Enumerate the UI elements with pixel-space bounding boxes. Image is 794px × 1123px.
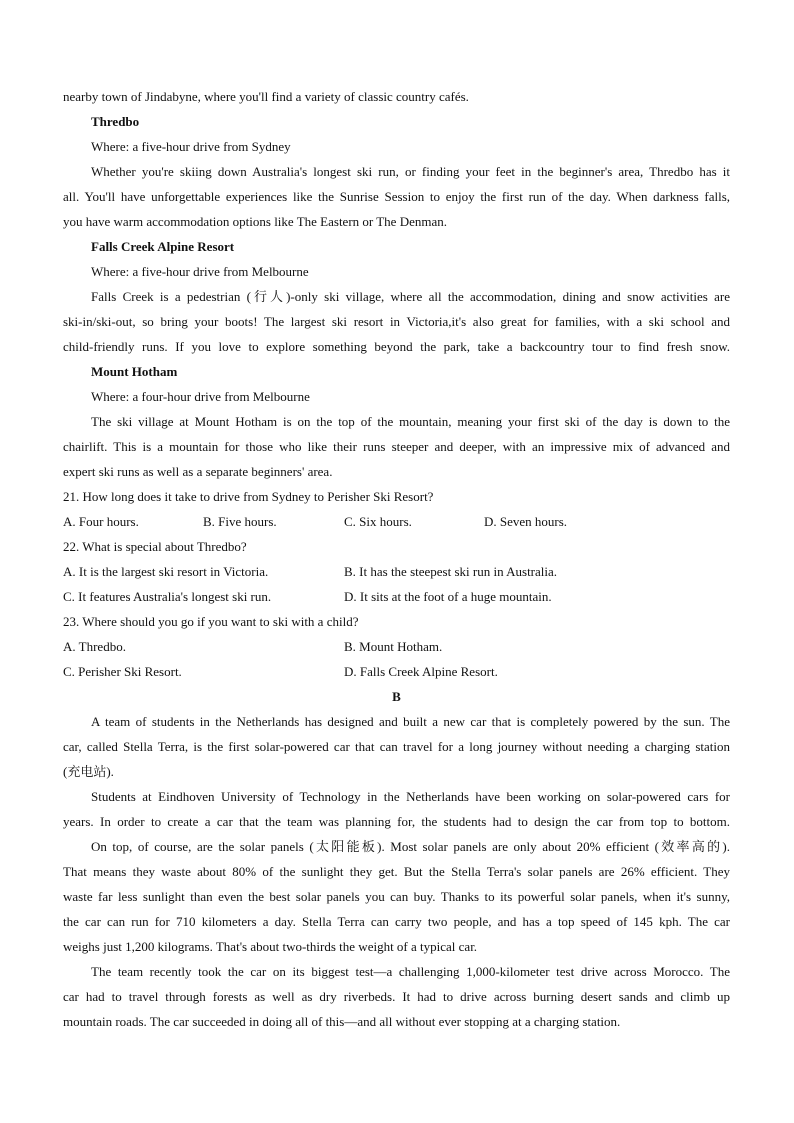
passage-b-line: car, called Stella Terra, is the first solar-powered car that can travel for a long journey without needing a charging station — [63, 739, 730, 754]
passage-b-line: years. In order to create a car that the team was planning for, the students had to design the car from top to bottom. — [63, 814, 730, 829]
mount-hotham-body-line: expert ski runs as well as a separate beginners' area. — [63, 464, 333, 479]
passage-b-line: mountain roads. The car succeeded in doing all of this—and all without ever stopping at a charging station. — [63, 1014, 621, 1029]
thredbo-body-line: all. You'll have unforgettable experiences like the Sunrise Session to enjoy the first run of the day. When darkness falls, — [63, 189, 730, 204]
question-21-option-c: C. Six hours. — [344, 514, 412, 529]
falls-creek-body-line: child-friendly runs. If you love to explore something beyond the park, take a backcountry tour to find fresh snow. — [63, 339, 730, 354]
question-22-option-b: B. It has the steepest ski run in Australia. — [344, 564, 558, 579]
falls-creek-body-line: ski-in/ski-out, so bring your boots! The largest ski resort in Victoria,it's also great for families, with a ski school and — [63, 314, 730, 329]
question-22-option-a: A. It is the largest ski resort in Victoria. — [63, 564, 269, 579]
question-21-option-a: A. Four hours. — [63, 514, 139, 529]
passage-b-line: A team of students in the Netherlands has designed and built a new car that is completely powered by the sun. The — [91, 714, 730, 729]
question-21-option-b: B. Five hours. — [203, 514, 277, 529]
mount-hotham-body-line: chairlift. This is a mountain for those who like their runs steeper and deeper, with an impressive mix of advanced and — [63, 439, 730, 454]
question-23-option-c: C. Perisher Ski Resort. — [63, 664, 182, 679]
falls-creek-where: Where: a five-hour drive from Melbourne — [91, 264, 309, 279]
passage-b-line: On top, of course, are the solar panels (太阳能板). Most solar panels are only about 20% efficient (效率高的). — [91, 839, 730, 854]
passage-b-line: waste far less sunlight than even the best solar panels you can buy. Thanks to its powerful solar panels, when it's sunny, — [63, 889, 730, 904]
question-21-option-d: D. Seven hours. — [484, 514, 568, 529]
mount-hotham-body-line: The ski village at Mount Hotham is on the top of the mountain, meaning your first ski of the day is down to the — [91, 414, 730, 429]
passage-b-line: The team recently took the car on its biggest test—a challenging 1,000-kilometer test drive across Morocco. The — [91, 964, 730, 979]
mount-hotham-where: Where: a four-hour drive from Melbourne — [91, 389, 310, 404]
question-22-option-c: C. It features Australia's longest ski run. — [63, 589, 272, 604]
question-stem-22: 22. What is special about Thredbo? — [63, 539, 247, 554]
question-23-option-d: D. Falls Creek Alpine Resort. — [344, 664, 498, 679]
passage-b-line: (充电站). — [63, 764, 114, 779]
passage-b-line: That means they waste about 80% of the sunlight they get. But the Stella Terra's solar panels are 26% efficient. They — [63, 864, 730, 879]
passage-a-intro-end: nearby town of Jindabyne, where you'll find a variety of classic country cafés. — [63, 89, 469, 104]
section-title-thredbo: Thredbo — [91, 114, 140, 129]
section-title-mount-hotham: Mount Hotham — [91, 364, 178, 379]
question-stem-21: 21. How long does it take to drive from Sydney to Perisher Ski Resort? — [63, 489, 434, 504]
passage-b-line: weighs just 1,200 kilograms. That's about two-thirds the weight of a typical car. — [63, 939, 478, 954]
section-title-falls-creek: Falls Creek Alpine Resort — [91, 239, 235, 254]
thredbo-body-line: you have warm accommodation options like The Eastern or The Denman. — [63, 214, 447, 229]
passage-b-line: car had to travel through forests as well as dry riverbeds. It had to drive across burning desert sands and climb up — [63, 989, 730, 1004]
passage-b-line: Students at Eindhoven University of Technology in the Netherlands have been working on solar-powered cars for — [91, 789, 730, 804]
thredbo-where: Where: a five-hour drive from Sydney — [91, 139, 291, 154]
falls-creek-body-line: Falls Creek is a pedestrian (行人)-only ski village, where all the accommodation, dining and snow activities are — [91, 289, 730, 304]
passage-b-line: the car can run for 710 kilometers a day. Stella Terra can carry two people, and has a top speed of 145 kph. The car — [63, 914, 730, 929]
question-22-option-d: D. It sits at the foot of a huge mountain. — [344, 589, 552, 604]
question-23-option-b: B. Mount Hotham. — [344, 639, 443, 654]
question-23-option-a: A. Thredbo. — [63, 639, 126, 654]
question-stem-23: 23. Where should you go if you want to ski with a child? — [63, 614, 359, 629]
thredbo-body-line: Whether you're skiing down Australia's longest ski run, or finding your feet in the beginner's area, Thredbo has it — [91, 164, 730, 179]
passage-b-heading: B — [392, 689, 401, 704]
